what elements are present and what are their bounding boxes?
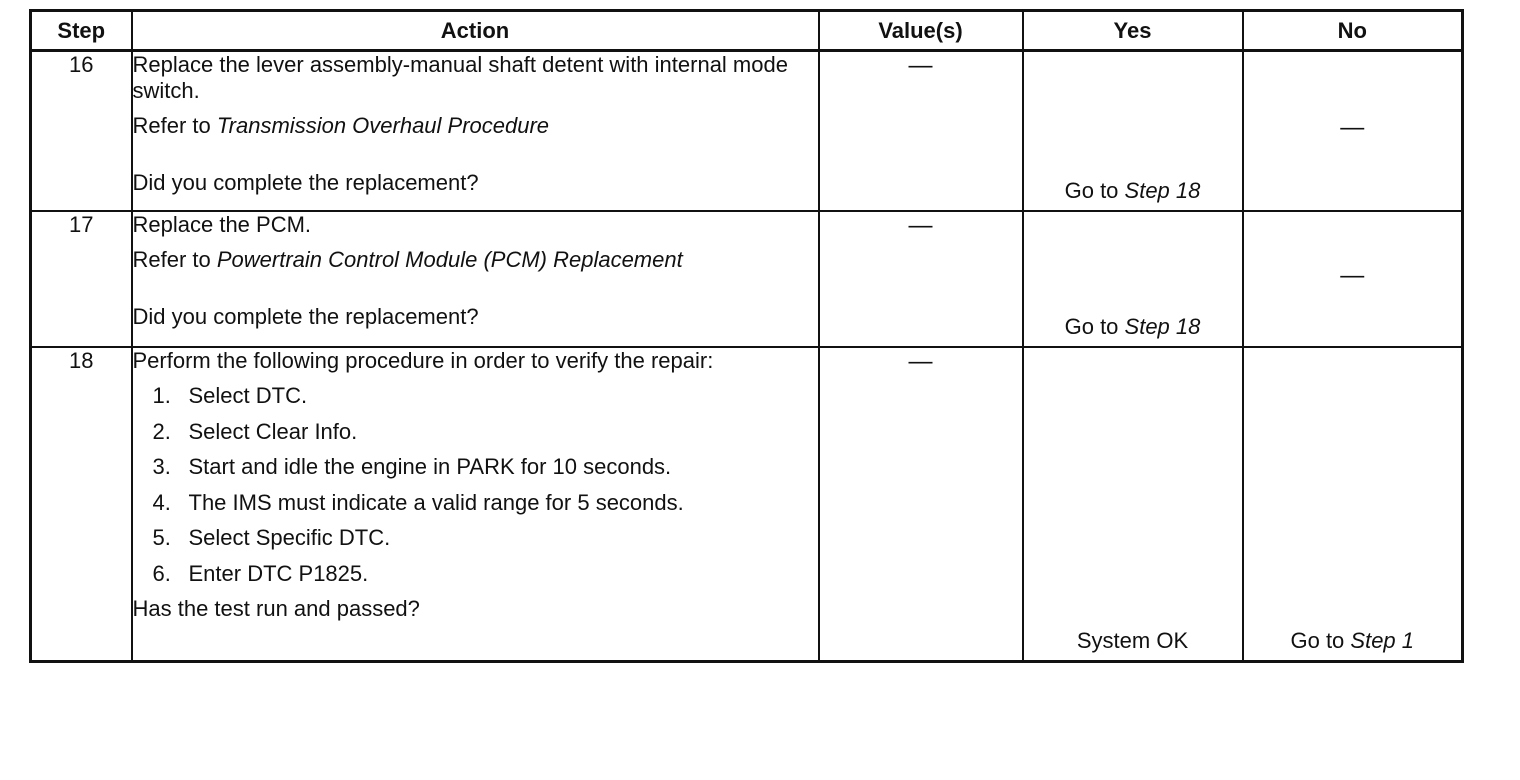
action-instruction: Replace the PCM. [132, 212, 312, 237]
table-row-step-16 [31, 51, 1463, 212]
action-cell [132, 51, 819, 212]
substep-number: 6. [152, 560, 171, 586]
no-cell [1243, 51, 1463, 212]
yes-goto[interactable] [1024, 314, 1242, 340]
yes-step-link[interactable]: Step 18 [1124, 314, 1201, 339]
no-value: — [1340, 114, 1365, 142]
header-row [31, 11, 1463, 51]
header-action: Action [132, 11, 819, 51]
step-number: 16 [31, 51, 132, 212]
list-item [133, 490, 818, 526]
no-prefix: Go to [1290, 628, 1351, 653]
substep-number: 5. [152, 525, 171, 550]
yes-cell [1023, 211, 1243, 347]
action-cell [132, 211, 819, 347]
action-intro: Perform the following procedure in order to verify the repair: [132, 348, 714, 373]
value-cell: — [819, 51, 1023, 212]
yes-result: System OK [1076, 628, 1189, 653]
header-no: No [1243, 11, 1463, 51]
substep-text: Select Clear Info. [188, 418, 358, 444]
yes-prefix: Go to [1064, 314, 1125, 339]
step-number: 17 [31, 211, 132, 347]
substep-text: Select DTC. [188, 383, 308, 408]
yes-prefix: Go to [1064, 178, 1125, 203]
substep-text: Start and idle the engine in PARK for 10 seconds. [188, 454, 672, 479]
substep-number: 3. [152, 454, 171, 479]
action-question: Did you complete the replacement? [132, 170, 479, 195]
list-item [133, 561, 818, 597]
header-yes: Yes [1023, 11, 1243, 51]
action-instruction: Replace the lever assembly-manual shaft detent with internal mode switch. [132, 52, 788, 103]
header-step: Step [31, 11, 132, 51]
value-cell: — [819, 211, 1023, 347]
refer-line [133, 113, 818, 139]
diagnostic-table [29, 9, 1464, 663]
no-cell [1243, 211, 1463, 347]
substep-text: The IMS must indicate a valid range for 5 seconds. [188, 489, 684, 515]
step-number: 18 [31, 347, 132, 662]
action-question: Did you complete the replacement? [132, 304, 479, 329]
substep-text: Enter DTC P1825. [188, 560, 369, 586]
procedure-reference[interactable]: Powertrain Control Module (PCM) Replacement [216, 247, 683, 272]
yes-cell [1023, 51, 1243, 212]
no-goto[interactable] [1244, 628, 1462, 654]
yes-step-link[interactable]: Step 18 [1124, 178, 1201, 203]
refer-prefix: Refer to [132, 247, 217, 272]
refer-prefix: Refer to [132, 113, 217, 138]
substep-text: Select Specific DTC. [188, 525, 391, 550]
list-item [133, 454, 818, 490]
action-question: Has the test run and passed? [132, 596, 420, 621]
list-item [133, 525, 818, 561]
substep-number: 2. [152, 418, 171, 444]
yes-goto[interactable] [1024, 178, 1242, 204]
header-values: Value(s) [819, 11, 1023, 51]
yes-cell [1023, 347, 1243, 662]
substep-number: 4. [152, 489, 171, 515]
no-cell [1243, 347, 1463, 662]
refer-line [133, 247, 818, 273]
action-cell [132, 347, 819, 662]
procedure-reference[interactable]: Transmission Overhaul Procedure [216, 113, 550, 138]
table-row-step-18 [31, 347, 1463, 662]
list-item [133, 383, 818, 419]
no-step-link[interactable]: Step 1 [1350, 628, 1415, 653]
list-item [133, 419, 818, 455]
substep-number: 1. [152, 383, 171, 408]
table-row-step-17 [31, 211, 1463, 347]
no-value: — [1340, 262, 1365, 290]
procedure-steps [133, 383, 818, 596]
value-cell: — [819, 347, 1023, 662]
